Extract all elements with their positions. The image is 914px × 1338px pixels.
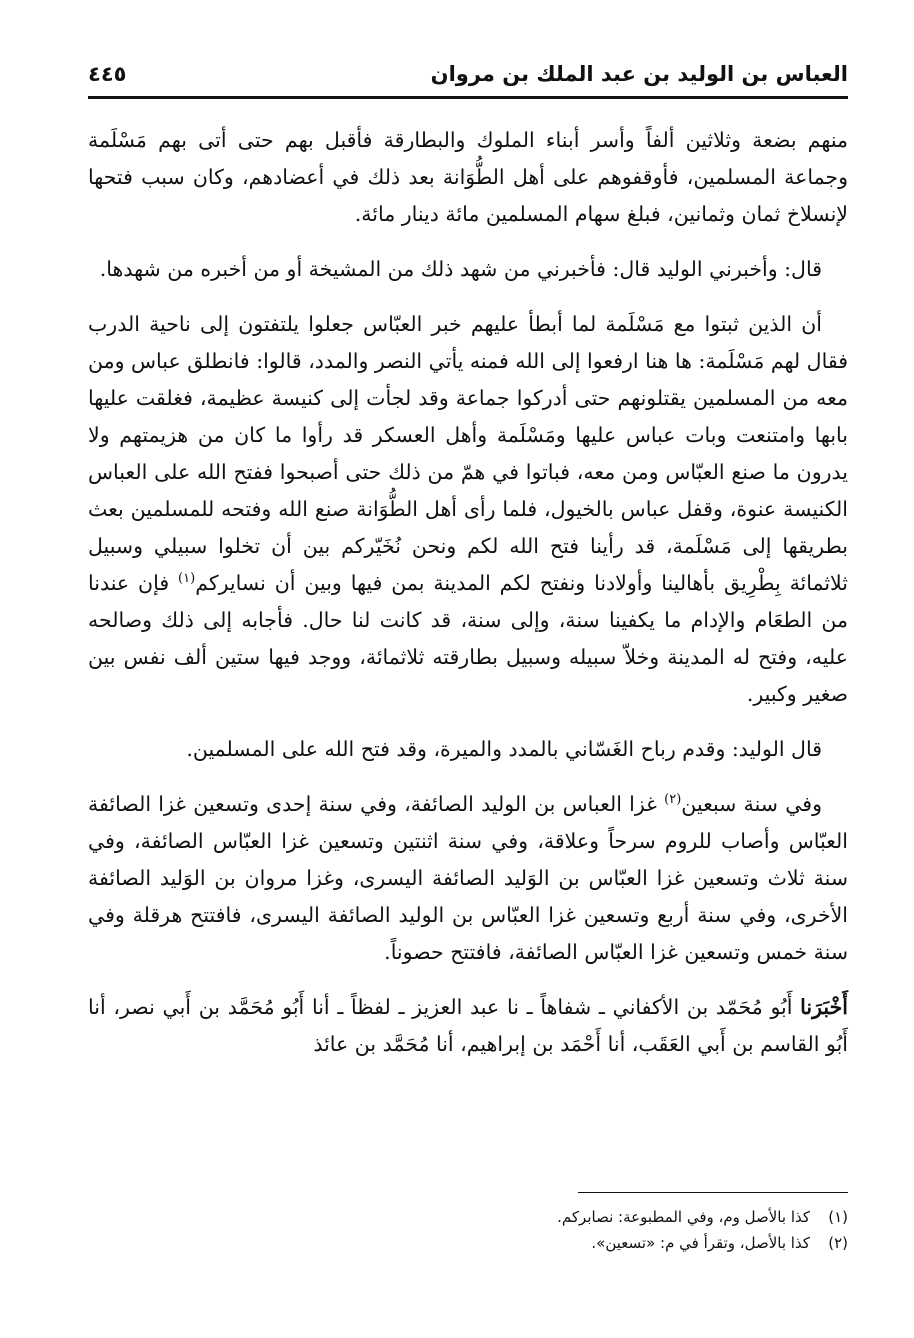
footnote-separator (578, 1192, 848, 1193)
page-number: ٤٤٥ (88, 62, 127, 86)
paragraph-4 (88, 731, 848, 768)
footnote-1 (88, 1204, 848, 1230)
footnote-ref-2[interactable]: (٢) (664, 792, 682, 808)
footnote-number: (١) (828, 1208, 848, 1226)
paragraph-text-continued: غزا العباس بن الوليد الصائفة، وفي سنة إحدى وتسعين غزا الصائفة العبّاس وأصاب للروم سرحاً وعلاقة، وفي سنة اثنتين وتسعين غزا العبّاس الصائفة، وفي سنة ثلاث وتسعين غزا العبّاس بن الوَليد الصائفة اليسرى، وغزا مروان بن الوَليد الصائفة الأخرى، وفي سنة أربع وتسعين غزا العبّاس بن الوليد الصائفة اليسرى، فافتتح هرقلة وفي سنة خمس وتسعين غزا العبّاس الصائفة، فافتتح حصوناً. (88, 792, 848, 964)
paragraph-text: أَبُو مُحَمّد بن الأكفاني ـ شفاهاً ـ نا عبد العزيز ـ لفظاً ـ أنا أَبُو مُحَمَّد بن أَبي نصر، أنا أَبُو القاسم بن أَبي العَقَب، أنا أَحْمَد بن إبراهيم، أنا مُحَمَّد بن عائذ (88, 995, 848, 1056)
paragraph-text: منهم بضعة وثلاثين ألفاً وأسر أبناء الملوك والبطارقة فأقبل بهم حتى أتى بهم مَسْلَمة وجماعة المسلمين، فأوقفوهم على أهل الطُّوَانة بعد ذلك في أعضادهم، وكان سبب فتحها لإنسلاخ ثمان وثمانين، فبلغ سهام المسلمين مائة دينار مائة. (88, 128, 848, 226)
footnote-2 (88, 1230, 848, 1256)
footnote-number: (٢) (828, 1234, 848, 1252)
body-text (88, 122, 848, 1081)
paragraph-3 (88, 306, 848, 713)
footnote-text: كذا بالأصل، وتقرأ في م: «تسعين». (591, 1234, 810, 1252)
footnote-text: كذا بالأصل وم، وفي المطبوعة: نصابركم. (557, 1208, 810, 1226)
paragraph-text: قال: وأخبرني الوليد قال: فأخبرني من شهد ذلك من المشيخة أو من أخبره من شهدها. (99, 257, 822, 281)
isnad-lead-word: أَخْبَرَنا (800, 995, 848, 1019)
footnotes (88, 1204, 848, 1256)
paragraph-5 (88, 786, 848, 971)
paragraph-text: وفي سنة سبعين (681, 792, 822, 816)
paragraph-2 (88, 251, 848, 288)
paragraph-1 (88, 122, 848, 233)
header-rule (88, 96, 848, 99)
paragraph-text: قال الوليد: وقدم رباح الغَسّاني بالمدد والميرة، وقد فتح الله على المسلمين. (186, 737, 822, 761)
running-head (88, 58, 848, 92)
paragraph-text: أن الذين ثبتوا مع مَسْلَمة لما أبطأ عليهم خبر العبّاس جعلوا يلتفتون إلى ناحية الدرب فقال لهم مَسْلَمة: ها هنا ارفعوا إلى الله فمنه يأتي النصر والمدد، قالوا: فانطلق عباس ومن معه من المسلمين يقتلونهم حتى أدركوا جماعة وقد لجأت إلى كنيسة عظيمة، فغلقت عليها بابها وامتنعت وبات عباس عليها ومَسْلَمة وأهل العسكر قد رأوا ما كان من هزيمتهم ولا يدرون ما صنع العبّاس ومن معه، فباتوا في همّ من ذلك حتى أصبحوا ففتح الله على العباس الكنيسة عنوة، وقفل عباس بالخيول، فلما رأى أهل الطُّوَانة صنع الله وفتحه للمسلمين بعث بطريقها إلى مَسْلَمة، قد رأينا فتح الله لكم ونحن نُخَيّركم بين أن تخلوا سبيلي وسبيل ثلاثمائة بِطْرِيق بأهالينا وأولادنا ونفتح لكم المدينة بمن فيها وبين أن نسايركم (88, 312, 848, 595)
footnote-ref-1[interactable]: (١) (178, 571, 196, 587)
running-head-title: العباس بن الوليد بن عبد الملك بن مروان (430, 62, 848, 86)
paragraph-text-continued: فإن عندنا من الطعَام والإدام ما يكفينا سنة، وإلى سنة، قد كانت لنا حال. فأجابه إلى ذلك وصالحه عليه، وفتح له المدينة وخلاّ سبيله وسبيل بطارقته ثلاثمائة، ووجد فيها ستين ألف نفس بين صغير وكبير. (88, 571, 848, 706)
paragraph-6 (88, 989, 848, 1063)
book-page (88, 58, 848, 1308)
